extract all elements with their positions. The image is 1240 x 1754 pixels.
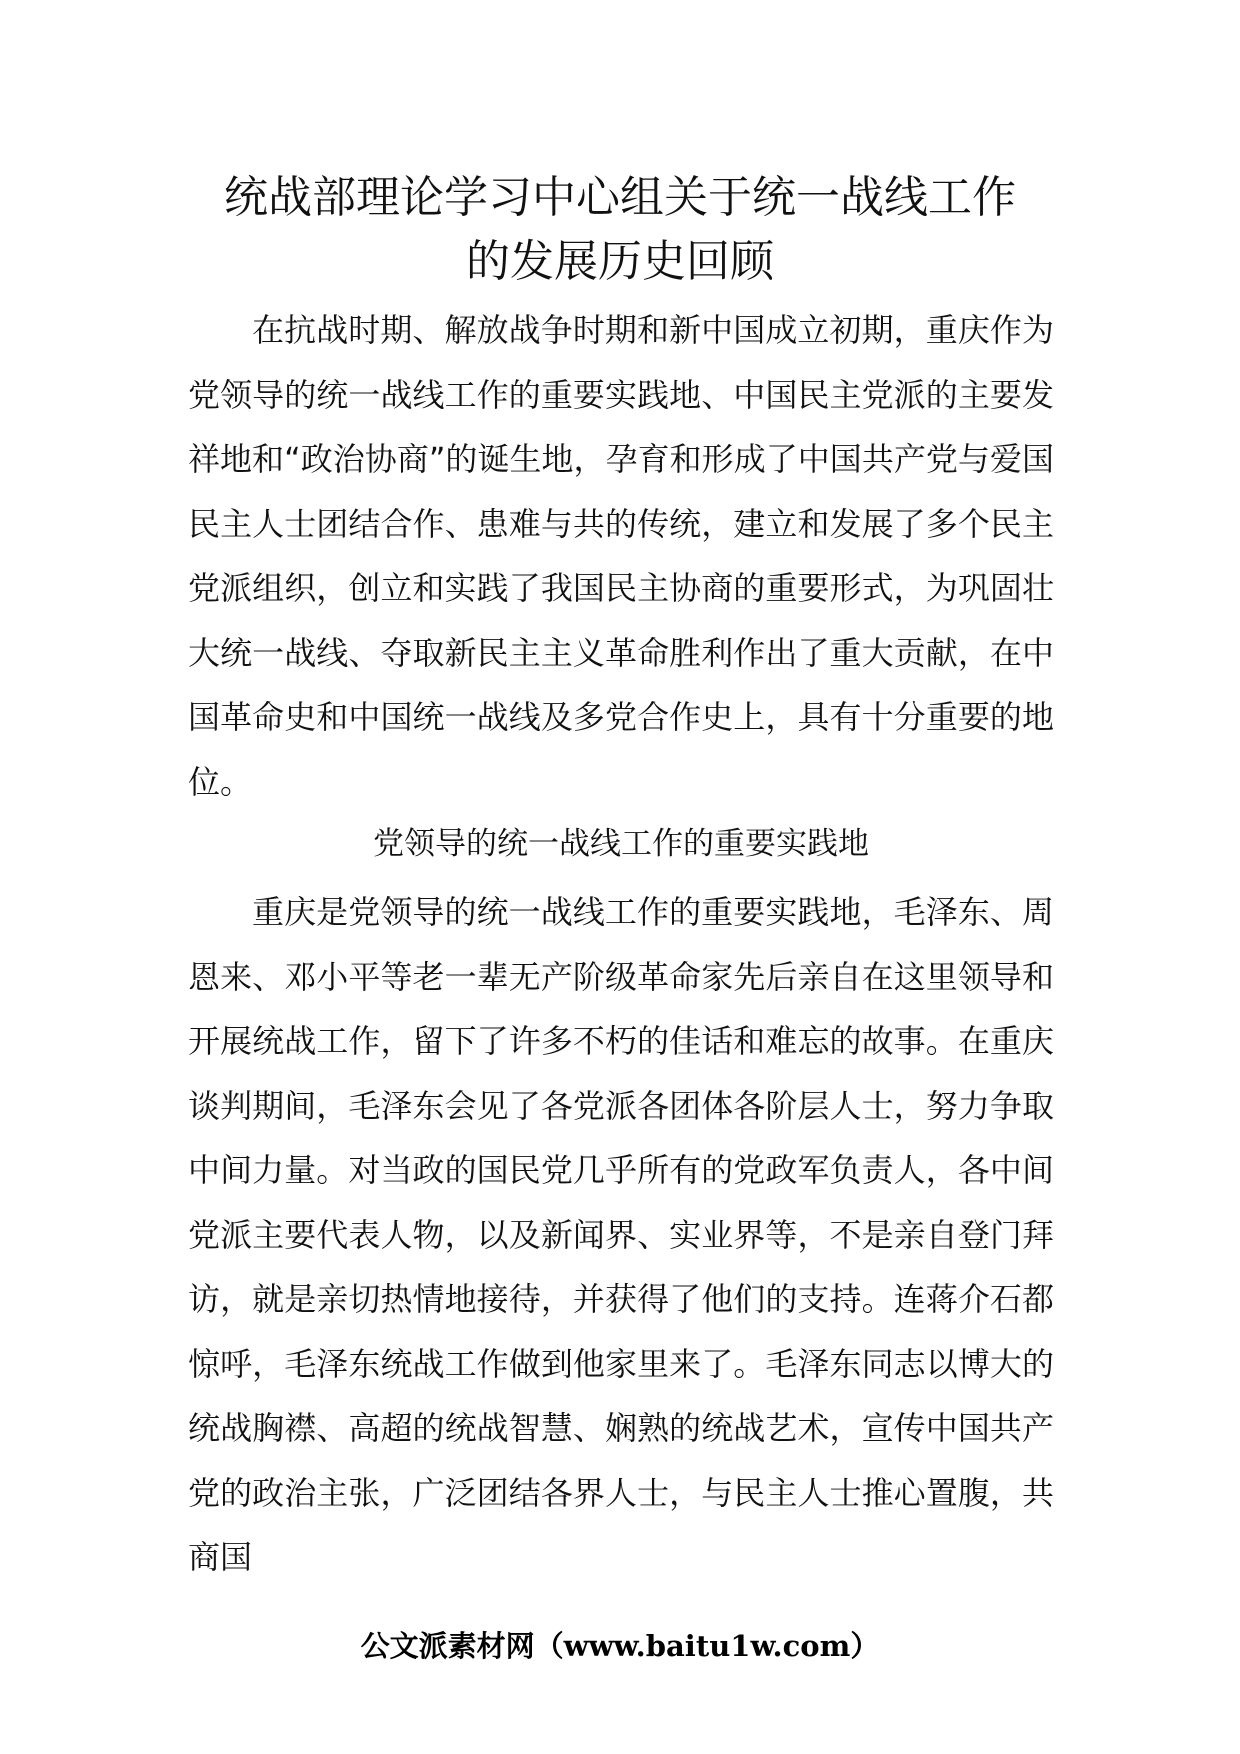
section-heading: 党领导的统一战线工作的重要实践地 <box>373 826 869 862</box>
document-title-line-1: 统战部理论学习中心组关于统一战线工作 <box>224 172 1016 223</box>
body-paragraph-2: 重庆是党领导的统一战线工作的重要实践地，毛泽东、周恩来、邓小平等老一辈无产阶级革命家先后亲自在这里领导和开展统战工作，留下了许多不朽的佳话和难忘的故事。在重庆谈判期间，毛泽东会见了各党派各团体各阶层人士，努力争取中间力量。对当政的国民党几乎所有的党政军负责人，各中间党派主要代表人物，以及新闻界、实业界等，不是亲自登门拜访，就是亲切热情地接待，并获得了他们的支持。连蒋介石都惊呼，毛泽东统战工作做到他家里来了。毛泽东同志以博大的统战胸襟、高超的统战智慧、娴熟的统战艺术，宣传中国共产党的政治主张，广泛团结各界人士，与民主人士推心置腹，共商国 <box>188 893 1054 1576</box>
footer-watermark-text: 公文派素材网（www.baitu1w.com） <box>360 1629 880 1663</box>
body-paragraph-1: 在抗战时期、解放战争时期和新中国成立初期，重庆作为党领导的统一战线工作的重要实践地、中国民主党派的主要发祥地和“政治协商”的诞生地，孕育和形成了中国共产党与爱国民主人士团结合作、患难与共的传统，建立和发展了多个民主党派组织，创立和实践了我国民主协商的重要形式，为巩固壮大统一战线、夺取新民主主义革命胜利作出了重大贡献，在中国革命史和中国统一战线及多党合作史上，具有十分重要的地位。 <box>188 311 1054 801</box>
document-title-line-2: 的发展历史回顾 <box>466 236 774 287</box>
